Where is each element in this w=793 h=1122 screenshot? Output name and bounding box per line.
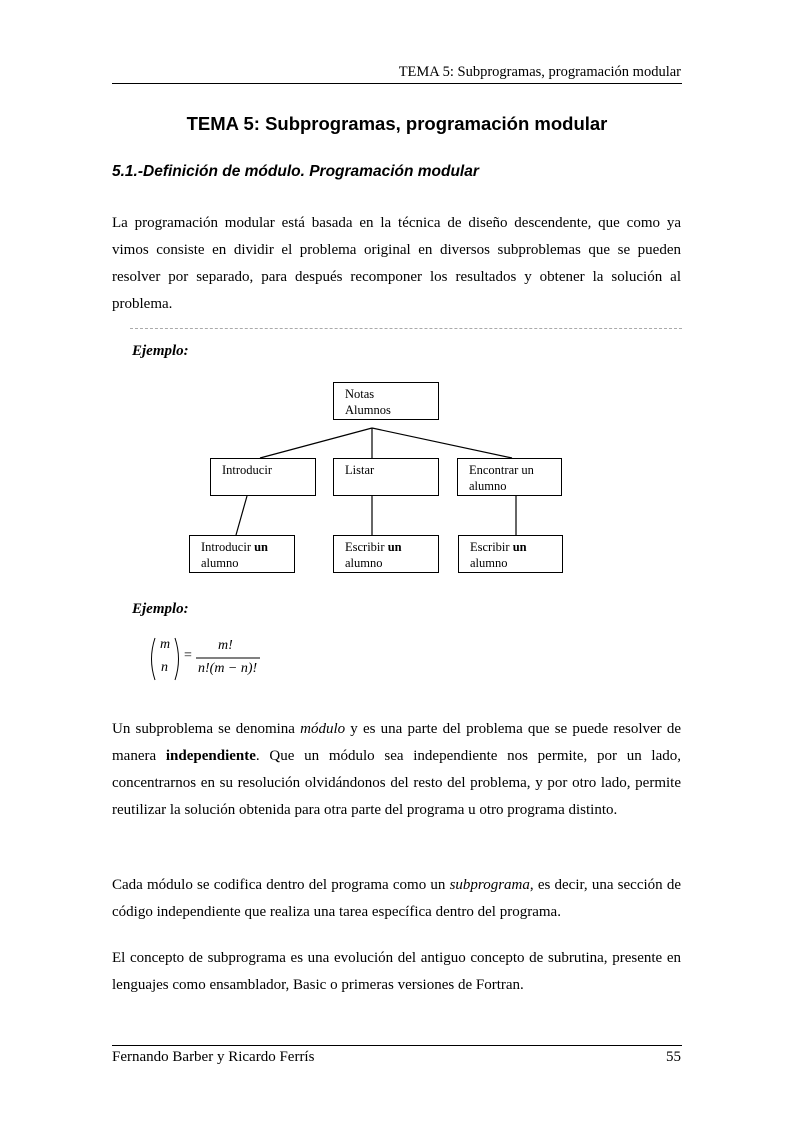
tree-node-introducir-un-alumno: Introducir un alumno [189,535,295,573]
fraction-numerator: m! [218,638,233,653]
example-label: Ejemplo: [132,343,189,359]
intro-paragraph: La programación modular está basada en la técnica de diseño descendente, que como ya vimos consiste en dividir el problema original en diversos subproblemas que se pueden resolver por separado, para después recomponer los resultados y obtener la solución al problema. [112,215,681,312]
paragraph-subrutina: El concepto de subprograma es una evolución del antiguo concepto de subrutina, presente en lenguajes como ensamblador, Basic o primeras versiones de Fortran. [112,950,681,993]
connector-root-encontrar [372,428,512,458]
page-title: TEMA 5: Subprogramas, programación modular [186,113,608,134]
tree-node-introducir: Introducir [210,458,316,496]
footer-authors: Fernando Barber y Ricardo Ferrís [112,1049,315,1065]
paragraph-modulo: Un subproblema se denomina módulo y es una parte del problema que se puede resolver de manera independiente. Que un módulo sea independiente nos permite, por un lado, concentrarnos en su resolución olvidándonos del resto del problema, y por otro lado, permite reutilizar la solución obtenida para otra parte del programa u otro programa distinto. [112,721,681,818]
fraction-denominator: n!(m − n)! [198,661,258,676]
tree-node-encontrar: Encontrar un alumno [457,458,562,496]
tree-node-escribir-un-alumno-2: Escribir un alumno [458,535,563,573]
example-label-2: Ejemplo: [132,601,189,617]
binomial-top: m [160,637,171,652]
paragraph-subprograma: Cada módulo se codifica dentro del programa como un subprograma, es decir, una sección de código independiente que realiza una tarea específica dentro del programa. [112,877,681,920]
section-heading: 5.1.-Definición de módulo. Programación modular [112,163,479,180]
equals-sign: = [184,648,192,663]
binomial-bottom: n [161,660,168,675]
page-number: 55 [666,1049,681,1065]
tree-node-listar: Listar [333,458,439,496]
connector-introducir-child [236,496,247,535]
tree-node-escribir-un-alumno-1: Escribir un alumno [333,535,439,573]
connector-root-introducir [260,428,372,458]
footer-rule [112,1045,682,1046]
running-header: TEMA 5: Subprogramas, programación modular [398,64,681,80]
binomial-formula [148,636,268,682]
tree-node-root: Notas Alumnos [333,382,439,420]
